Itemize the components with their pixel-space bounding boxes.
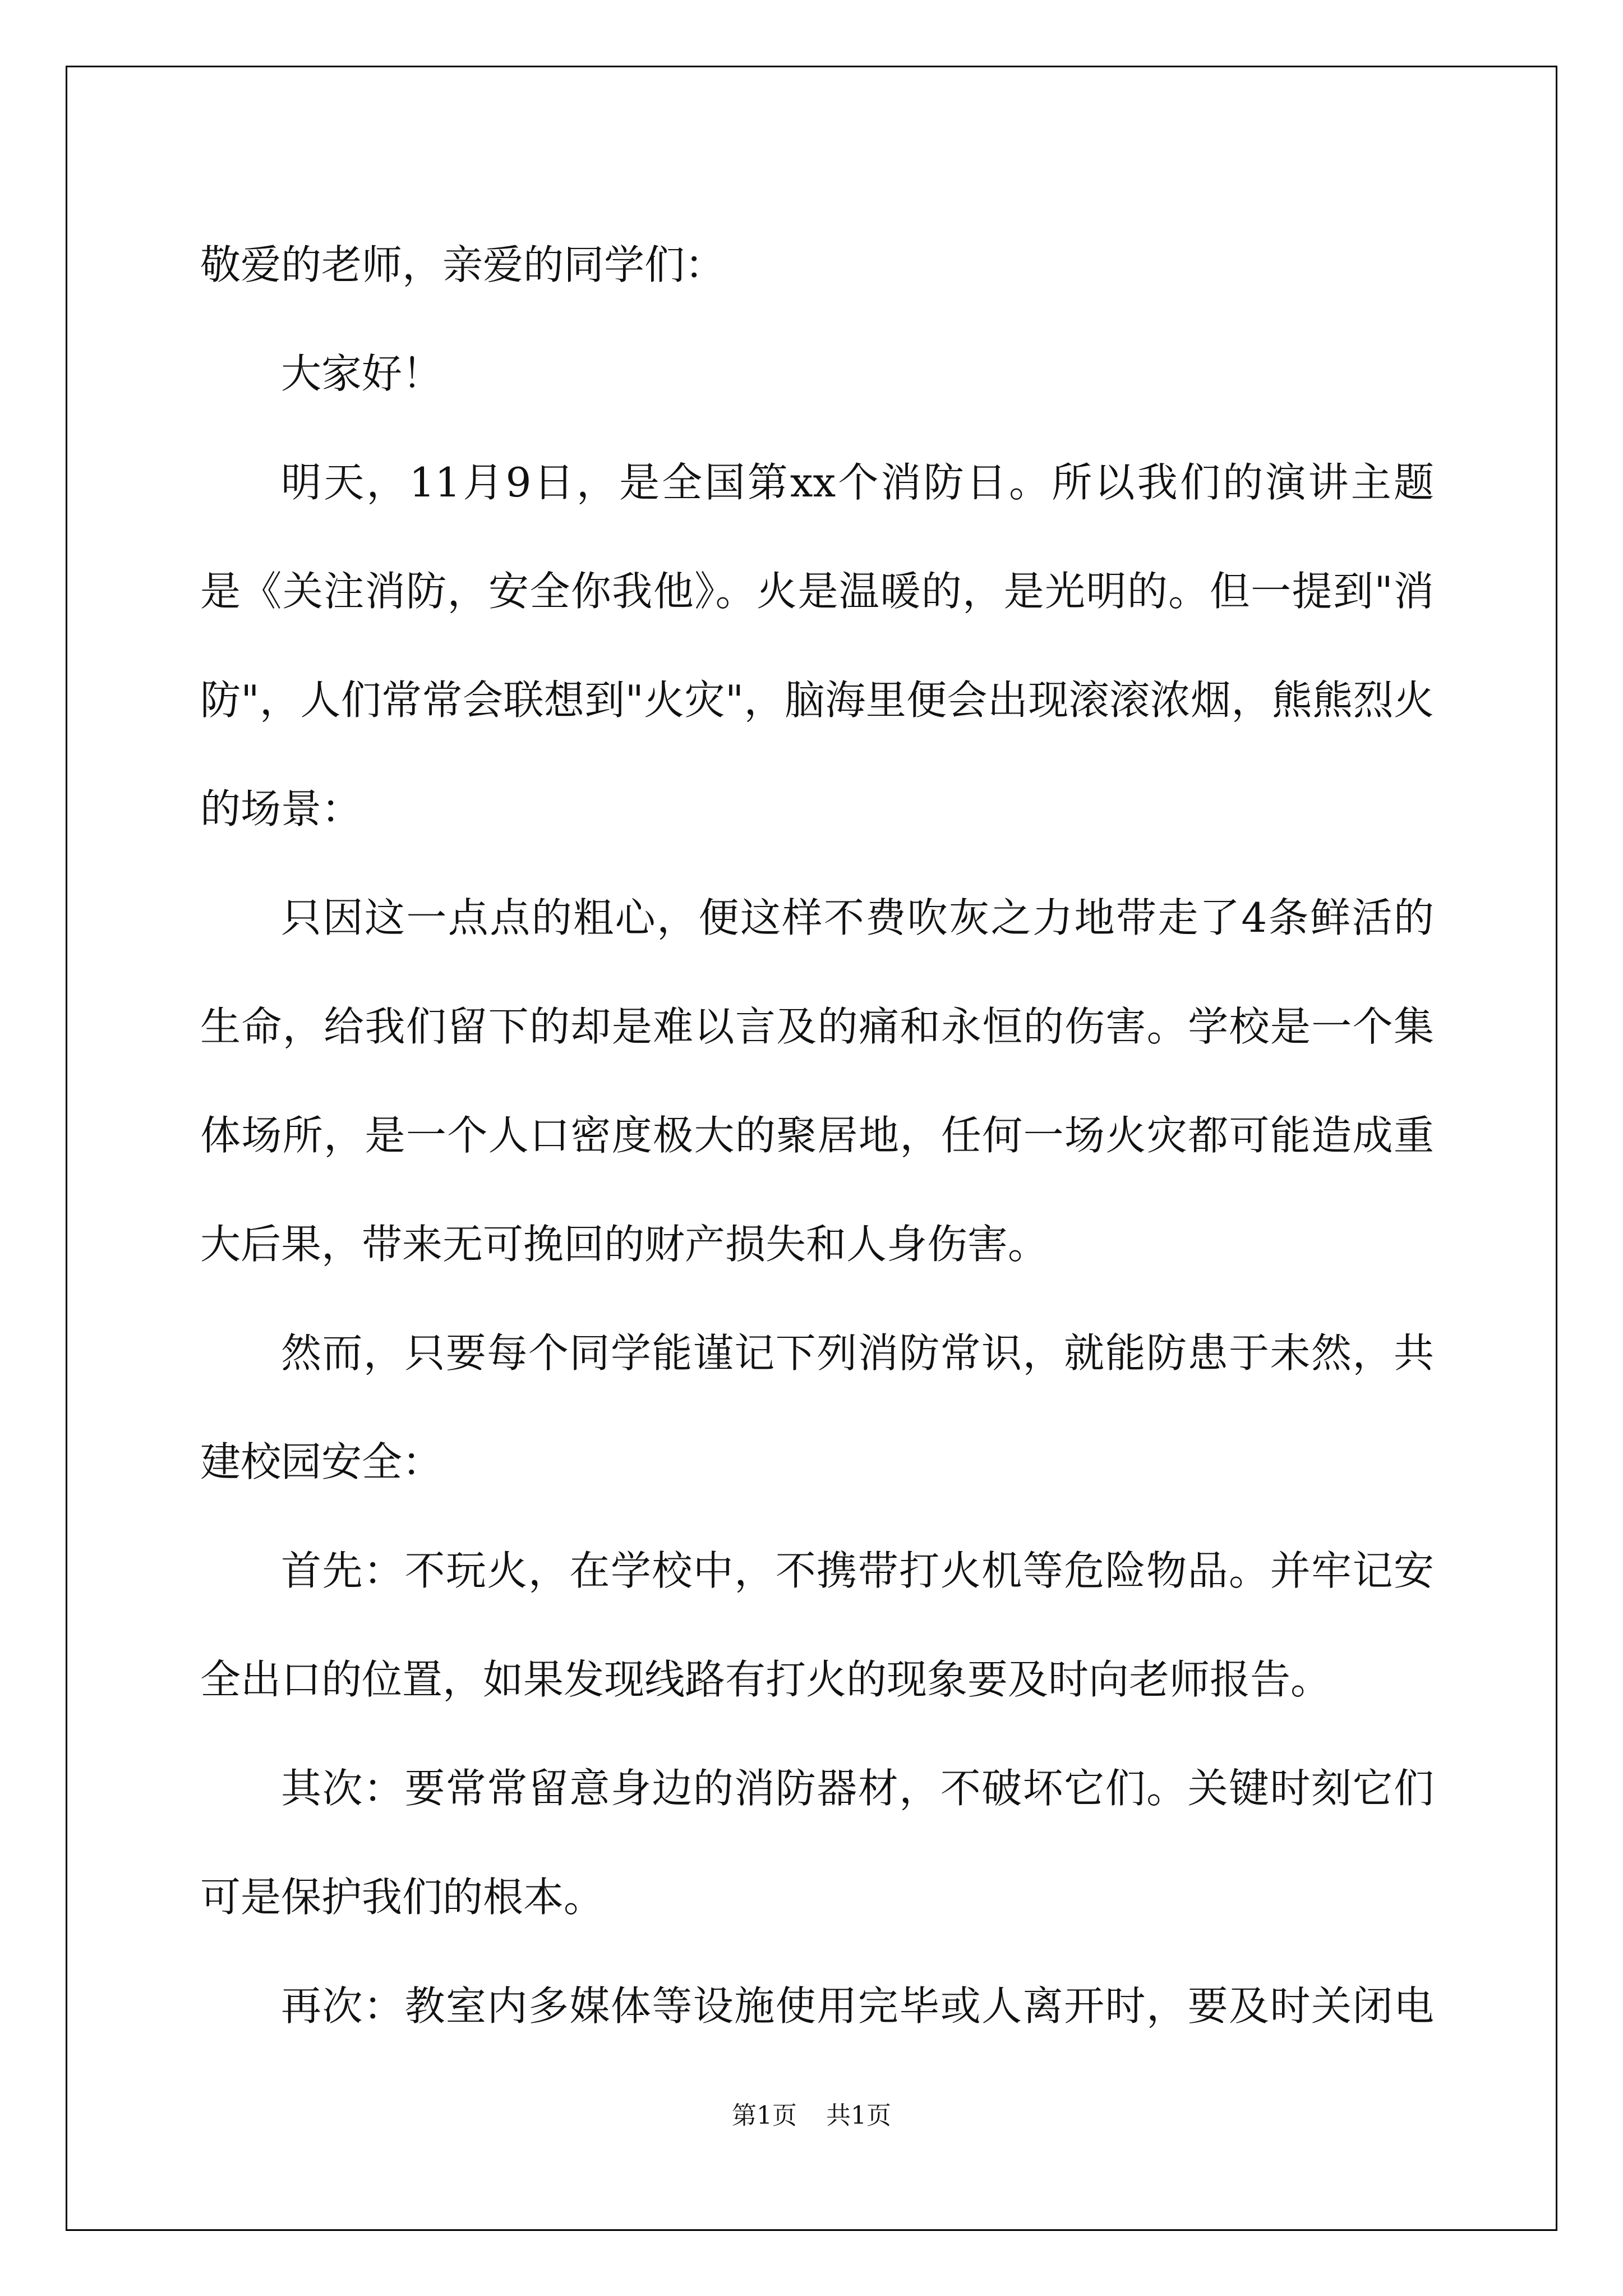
text-line: 防"，人们常常会联想到"火灾"，脑海里便会出现滚滚浓烟，熊熊烈火 <box>200 677 1434 724</box>
text-line: 然而，只要每个同学能谨记下列消防常识，就能防患于未然，共 <box>281 1329 1434 1377</box>
page-footer <box>0 2095 1623 2131</box>
page-number-current: 第1页 <box>732 2101 797 2130</box>
text-line: 明天，11月9日，是全国第xx个消防日。所以我们的演讲主题 <box>281 459 1434 506</box>
text-line: 只因这一点点的粗心，便这样不费吹灰之力地带走了4条鲜活的 <box>281 894 1434 941</box>
text-line: 全出口的位置，如果发现线路有打火的现象要及时向老师报告。 <box>200 1656 1331 1703</box>
text-line: 大后果，带来无可挽回的财产损失和人身伤害。 <box>200 1221 1049 1268</box>
text-line: 的场景： <box>200 785 362 832</box>
text-line: 首先：不玩火，在学校中，不携带打火机等危险物品。并牢记安 <box>281 1547 1434 1594</box>
text-line: 建校园安全： <box>200 1438 443 1485</box>
text-line: 大家好！ <box>281 350 443 397</box>
text-line: 生命，给我们留下的却是难以言及的痛和永恒的伤害。学校是一个集 <box>200 1003 1434 1050</box>
text-line: 可是保护我们的根本。 <box>200 1874 605 1921</box>
text-line: 体场所，是一个人口密度极大的聚居地，任何一场火灾都可能造成重 <box>200 1112 1434 1159</box>
text-line: 敬爱的老师，亲爱的同学们： <box>200 241 726 288</box>
document-body <box>200 210 1434 2060</box>
text-line: 是《关注消防，安全你我他》。火是温暖的，是光明的。但一提到"消 <box>200 568 1434 615</box>
text-line: 再次：教室内多媒体等设施使用完毕或人离开时，要及时关闭电 <box>281 1982 1434 2030</box>
text-line: 其次：要常常留意身边的消防器材，不破坏它们。关键时刻它们 <box>281 1765 1434 1812</box>
page-number-total: 共1页 <box>826 2101 891 2130</box>
